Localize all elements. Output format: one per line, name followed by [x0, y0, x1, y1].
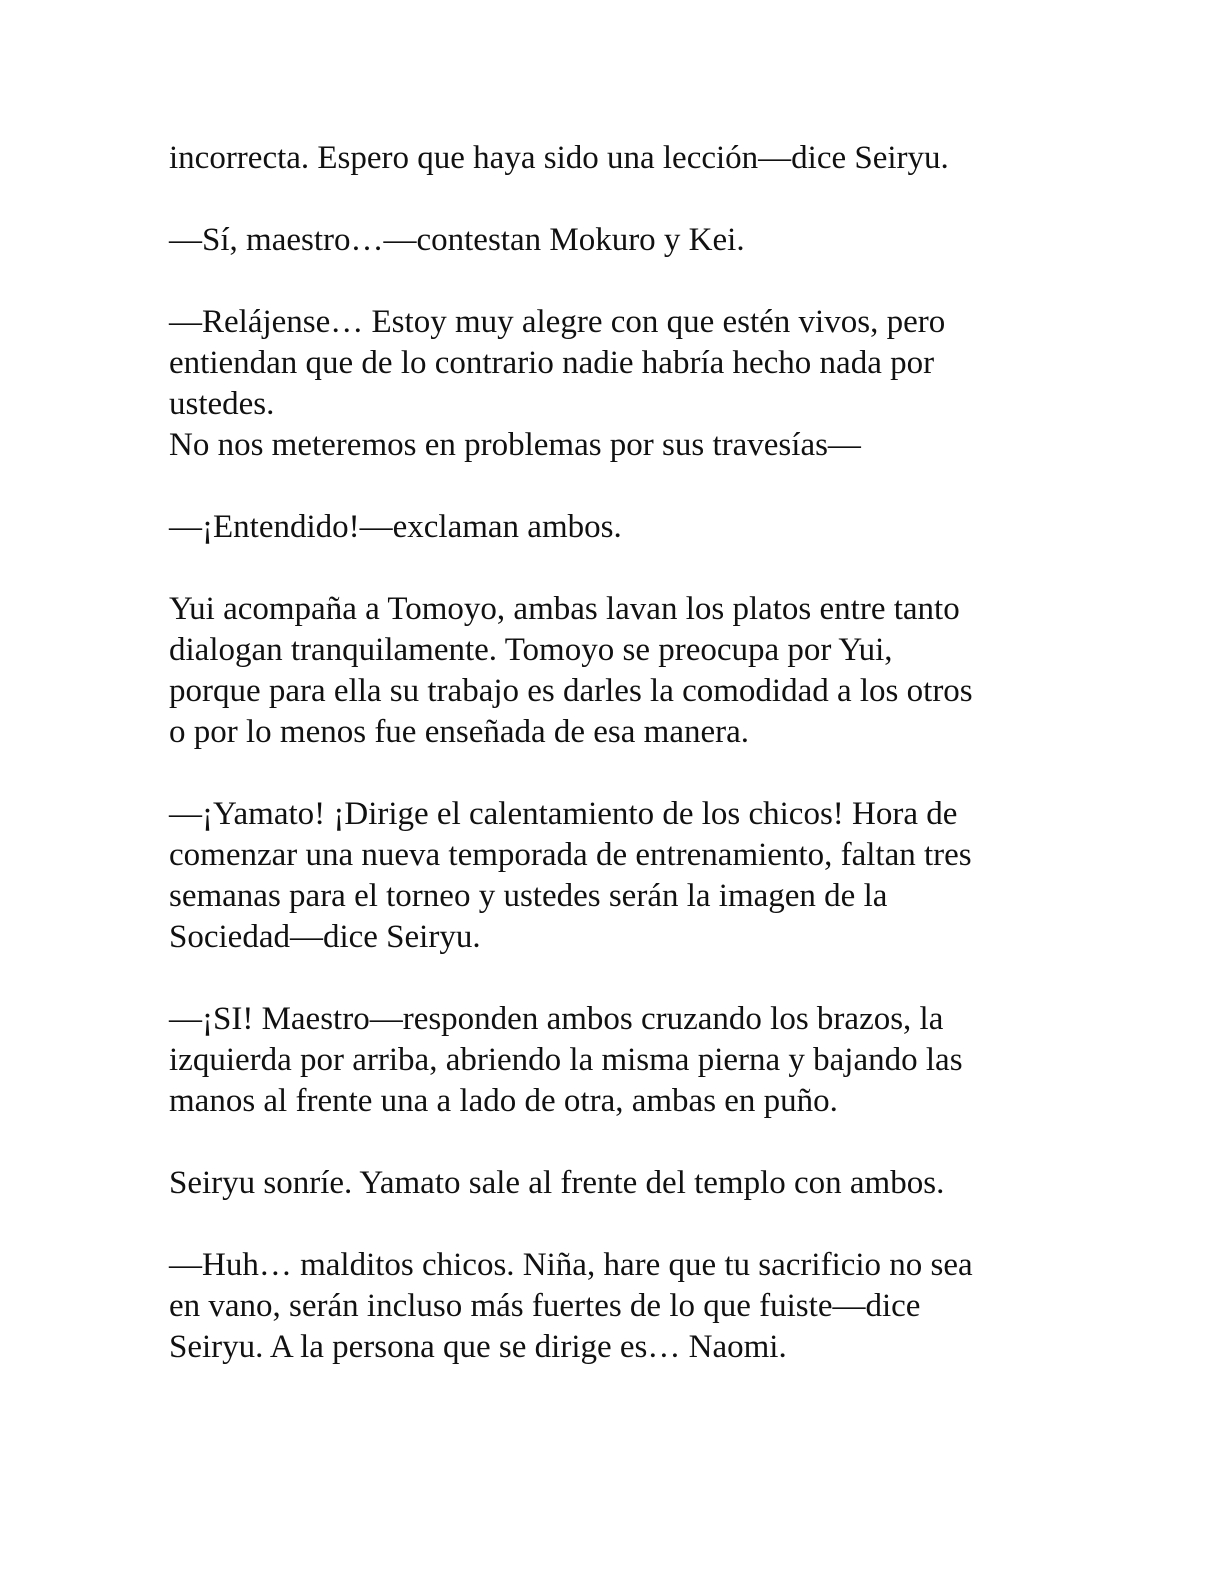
text-line: semanas para el torneo y ustedes serán la imagen de la — [169, 878, 888, 914]
text-line: porque para ella su trabajo es darles la comodidad a los otros — [169, 673, 973, 709]
text-line: —¡SI! Maestro—responden ambos cruzando los brazos, la — [169, 1001, 944, 1037]
text-line: en vano, serán incluso más fuertes de lo que fuiste—dice — [169, 1288, 921, 1324]
text-line: entiendan que de lo contrario nadie habría hecho nada por — [169, 345, 935, 381]
text-line: ustedes. — [169, 386, 275, 422]
paragraph — [169, 589, 1049, 753]
text-line: —¡Yamato! ¡Dirige el calentamiento de los chicos! Hora de — [169, 796, 958, 832]
text-line: No nos meteremos en problemas por sus travesías— — [169, 427, 861, 463]
paragraph — [169, 138, 1049, 179]
text-line: —¡Entendido!—exclaman ambos. — [169, 509, 622, 545]
paragraph — [169, 1163, 1049, 1204]
text-line: Seiryu sonríe. Yamato sale al frente del templo con ambos. — [169, 1165, 945, 1201]
paragraph — [169, 999, 1049, 1122]
body-text — [169, 138, 1049, 1409]
paragraph — [169, 794, 1049, 958]
text-line: o por lo menos fue enseñada de esa manera. — [169, 714, 750, 750]
text-line: Yui acompaña a Tomoyo, ambas lavan los platos entre tanto — [169, 591, 960, 627]
text-line: dialogan tranquilamente. Tomoyo se preocupa por Yui, — [169, 632, 893, 668]
text-line: incorrecta. Espero que haya sido una lección—dice Seiryu. — [169, 140, 949, 176]
paragraph — [169, 302, 1049, 466]
text-line: Sociedad—dice Seiryu. — [169, 919, 481, 955]
text-line: izquierda por arriba, abriendo la misma pierna y bajando las — [169, 1042, 963, 1078]
paragraph — [169, 507, 1049, 548]
text-line: Seiryu. A la persona que se dirige es… Naomi. — [169, 1329, 787, 1365]
text-line: —Huh… malditos chicos. Niña, hare que tu sacrificio no sea — [169, 1247, 973, 1283]
text-line: —Relájense… Estoy muy alegre con que estén vivos, pero — [169, 304, 946, 340]
text-line: manos al frente una a lado de otra, ambas en puño. — [169, 1083, 838, 1119]
paragraph — [169, 220, 1049, 261]
text-line: —Sí, maestro…—contestan Mokuro y Kei. — [169, 222, 745, 258]
paragraph — [169, 1245, 1049, 1368]
text-line: comenzar una nueva temporada de entrenamiento, faltan tres — [169, 837, 972, 873]
